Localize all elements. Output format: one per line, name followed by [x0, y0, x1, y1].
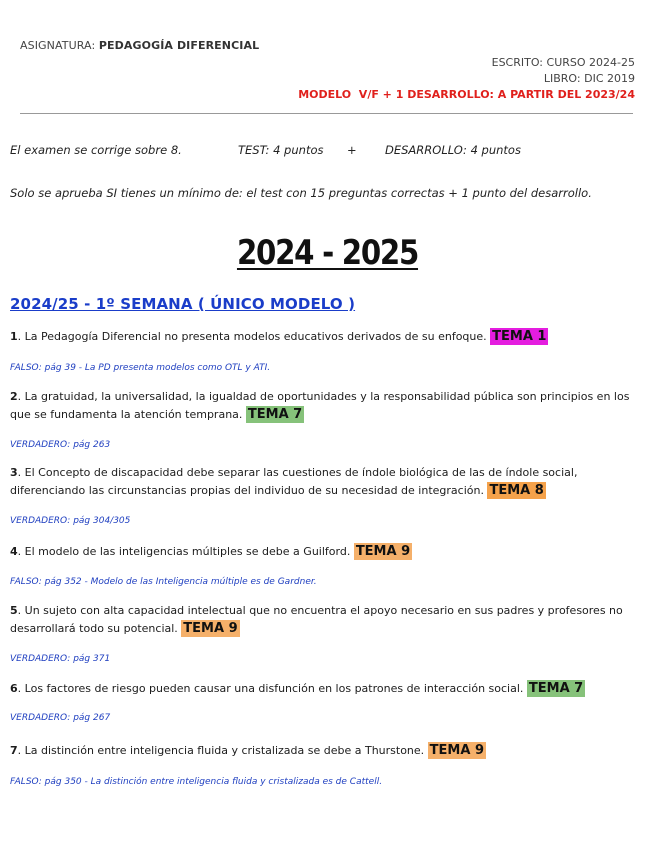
question-5	[10, 602, 642, 638]
test-points: TEST: 4 puntos	[238, 143, 324, 157]
answer-5: VERDADERO: pág 371	[10, 654, 111, 664]
tema-badge: TEMA 9	[429, 743, 484, 758]
tema-badge: TEMA 9	[183, 621, 238, 636]
exam-line: ESCRITO: CURSO 2024-25	[491, 56, 635, 69]
question-text: . La distinción entre inteligencia fluida y cristalizada se debe a Thurstone.	[17, 744, 428, 757]
question-number: 6	[10, 682, 18, 695]
week-title: 2024/25 - 1º SEMANA ( ÚNICO MODELO )	[10, 295, 356, 313]
book-line: LIBRO: DIC 2019	[543, 72, 635, 85]
question-number: 7	[10, 744, 18, 757]
subject-name: PEDAGOGÍA DIFERENCIAL	[98, 39, 260, 52]
question-3	[10, 464, 642, 500]
question-7	[10, 742, 642, 760]
tema-badge: TEMA 8	[489, 483, 544, 498]
subject-prefix: ASIGNATURA:	[20, 39, 99, 52]
question-text: . La gratuidad, la universalidad, la igualdad de oportunidades y la responsabilidad pública son principios en los que se fundamenta la atención temprana.	[10, 390, 630, 421]
question-4	[10, 543, 642, 561]
question-text: . Los factores de riesgo pueden causar una disfunción en los patrones de interacción social.	[17, 682, 527, 695]
question-number: 2	[10, 390, 18, 403]
question-6	[10, 680, 642, 698]
question-text: . Un sujeto con alta capacidad intelectual que no encuentra el apoyo necesario en sus padres y profesores no desarrollará todo su potencial.	[10, 604, 623, 635]
question-1	[10, 328, 642, 346]
answer-7: FALSO: pág 350 - La distinción entre inteligencia fluida y cristalizada es de Cattell.	[10, 777, 383, 787]
question-number: 1	[10, 330, 18, 343]
answer-6: VERDADERO: pág 267	[10, 713, 111, 723]
question-text: . La Pedagogía Diferencial no presenta modelos educativos derivados de su enfoque.	[17, 330, 491, 343]
question-number: 3	[10, 466, 18, 479]
answer-1: FALSO: pág 39 - La PD presenta modelos como OTL y ATI.	[10, 363, 271, 373]
answer-2: VERDADERO: pág 263	[10, 440, 111, 450]
answer-3: VERDADERO: pág 304/305	[10, 516, 131, 526]
question-text: . El modelo de las inteligencias múltiples se debe a Guilford.	[17, 545, 354, 558]
development-points: DESARROLLO: 4 puntos	[385, 143, 521, 157]
answer-4: FALSO: pág 352 - Modelo de las Inteligencia múltiple es de Gardner.	[10, 577, 317, 587]
tema-badge: TEMA 9	[355, 544, 411, 559]
tema-badge: TEMA 1	[492, 329, 547, 344]
exam-header	[298, 55, 635, 103]
model-line: MODELO V/F + 1 DESARROLLO: A PARTIR DEL 2023/24	[298, 88, 635, 101]
question-number: 4	[10, 545, 18, 558]
header-divider	[20, 113, 633, 114]
subject-line	[20, 39, 259, 52]
tema-badge: TEMA 7	[247, 407, 303, 422]
plus-sign: +	[347, 143, 357, 157]
year-title: 2024 - 2025	[236, 233, 419, 273]
question-2	[10, 388, 642, 424]
tema-badge: TEMA 7	[528, 681, 584, 696]
question-number: 5	[10, 604, 18, 617]
pass-rule: Solo se aprueba SI tienes un mínimo de: el test con 15 preguntas correctas + 1 punto del desarrollo.	[10, 186, 592, 200]
grading-text: El examen se corrige sobre 8.	[10, 143, 182, 157]
question-text: . El Concepto de discapacidad debe separar las cuestiones de índole biológica de las de índole social, diferenciando las circunstancias propias del individuo de su necesidad de integración.	[10, 466, 578, 497]
